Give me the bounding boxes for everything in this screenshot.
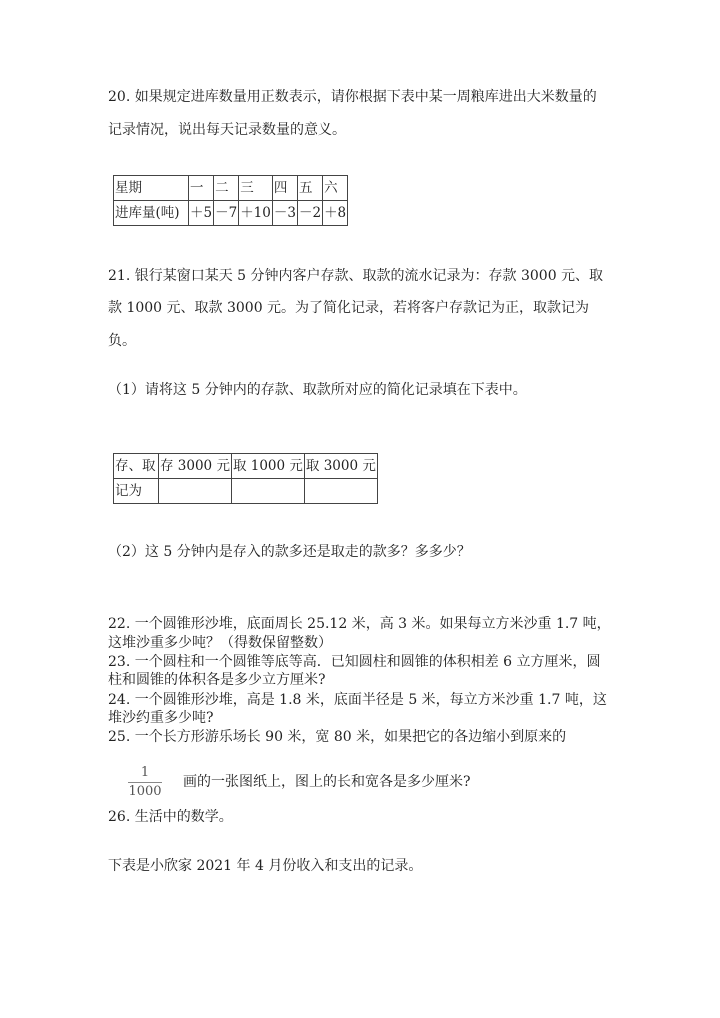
q21-text-line2: 款 1000 元、取款 3000 元。为了简化记录，若将客户存款记为正，取款记为 bbox=[108, 300, 590, 316]
answer-cell[interactable] bbox=[231, 479, 304, 504]
table-cell: 取 1000 元 bbox=[231, 454, 304, 479]
q22-text-line1: 22. 一个圆锥形沙堆，底面周长 25.12 米，高 3 米。如果每立方米沙重 1.7 吨， bbox=[108, 616, 611, 632]
table-cell: 星期 bbox=[114, 176, 189, 201]
table-row bbox=[114, 176, 348, 201]
q21-part2: （2）这 5 分钟内是存入的款多还是取走的款多？多多少？ bbox=[108, 544, 471, 560]
q23-text-line1: 23. 一个圆柱和一个圆锥等底等高．已知圆柱和圆锥的体积相差 6 立方厘米，圆 bbox=[108, 654, 601, 670]
table-cell: 记为 bbox=[114, 479, 159, 504]
q21-text-line1: 21. 银行某窗口某天 5 分钟内客户存款、取款的流水记录为：存款 3000 元、取 bbox=[108, 268, 604, 284]
q20-text-line2: 记录情况，说出每天记录数量的意义。 bbox=[108, 122, 346, 138]
table-row bbox=[114, 201, 348, 226]
fraction bbox=[128, 765, 162, 800]
table-cell: ＋10 bbox=[239, 201, 273, 226]
q20-table bbox=[113, 175, 348, 226]
table-cell: 三 bbox=[239, 176, 273, 201]
fraction-denominator: 1000 bbox=[128, 784, 162, 799]
table-cell: －3 bbox=[272, 201, 297, 226]
table-cell: 六 bbox=[323, 176, 348, 201]
table-cell: 进库量(吨) bbox=[114, 201, 189, 226]
q22-text-line2: 这堆沙重多少吨？（得数保留整数） bbox=[108, 635, 332, 651]
q21-text-line3: 负。 bbox=[108, 333, 136, 349]
q21-table bbox=[113, 453, 378, 504]
table-row bbox=[114, 479, 378, 504]
table-cell: 取 3000 元 bbox=[304, 454, 377, 479]
table-row bbox=[114, 454, 378, 479]
q21-part1: （1）请将这 5 分钟内的存款、取款所对应的简化记录填在下表中。 bbox=[108, 382, 527, 398]
q24-text-line1: 24. 一个圆锥形沙堆，高是 1.8 米，底面半径是 5 米，每立方米沙重 1.7 吨，这 bbox=[108, 692, 607, 708]
fraction-bar bbox=[128, 782, 162, 783]
table-cell: ＋8 bbox=[323, 201, 348, 226]
table-cell: 二 bbox=[214, 176, 239, 201]
answer-cell[interactable] bbox=[159, 479, 232, 504]
table-cell: －7 bbox=[214, 201, 239, 226]
table-cell: 五 bbox=[297, 176, 322, 201]
answer-cell[interactable] bbox=[304, 479, 377, 504]
q26-text-line1: 26. 生活中的数学。 bbox=[108, 809, 233, 825]
q25-text-line2: 画的一张图纸上，图上的长和宽各是多少厘米? bbox=[183, 774, 471, 790]
table-cell: －2 bbox=[297, 201, 322, 226]
q23-text-line2: 柱和圆锥的体积各是多少立方厘米? bbox=[108, 672, 326, 688]
table-cell: 四 bbox=[272, 176, 297, 201]
table-cell: ＋5 bbox=[189, 201, 214, 226]
fraction-numerator: 1 bbox=[140, 765, 150, 780]
q25-text-line1: 25. 一个长方形游乐场长 90 米，宽 80 米，如果把它的各边缩小到原来的 bbox=[108, 729, 567, 745]
q24-text-line2: 堆沙约重多少吨? bbox=[108, 710, 214, 726]
table-cell: 存 3000 元 bbox=[159, 454, 232, 479]
q26-intro: 下表是小欣家 2021 年 4 月份收入和支出的记录。 bbox=[108, 858, 423, 874]
table-cell: 一 bbox=[189, 176, 214, 201]
table-cell: 存、取 bbox=[114, 454, 159, 479]
q20-text-line1: 20. 如果规定进库数量用正数表示，请你根据下表中某一周粮库进出大米数量的 bbox=[108, 89, 597, 105]
